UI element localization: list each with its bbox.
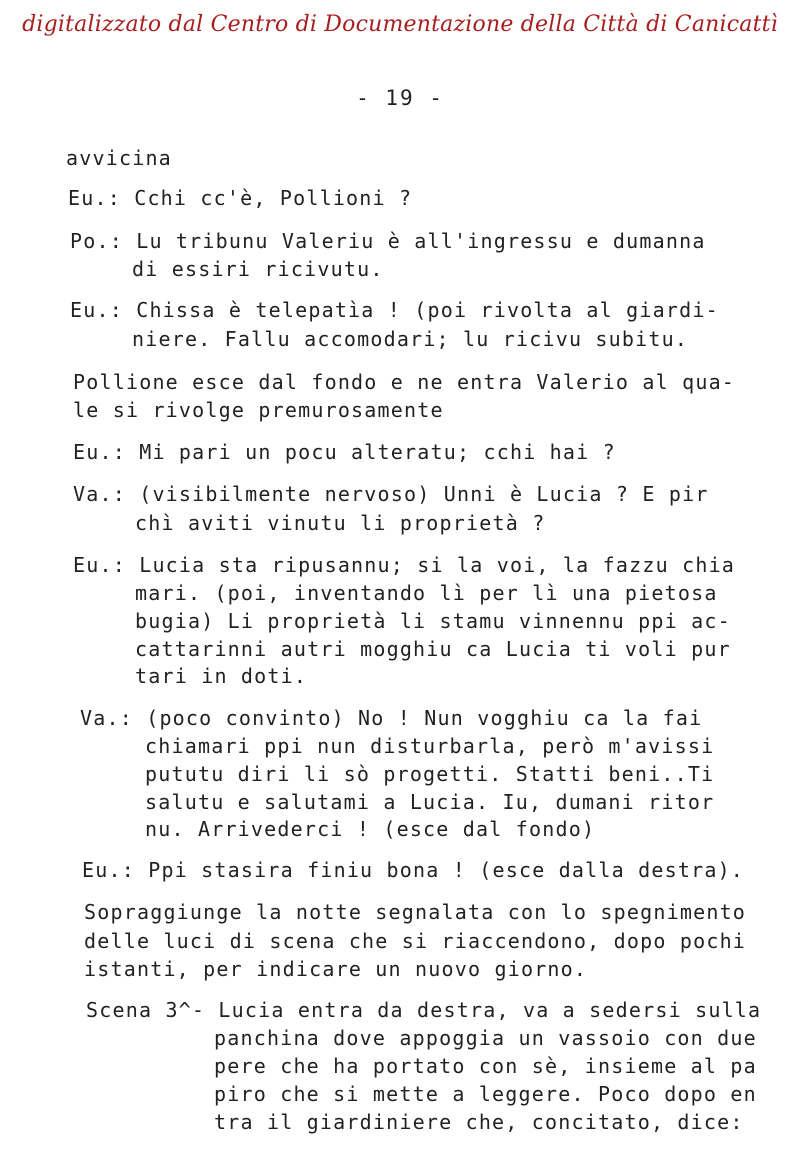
text-line: piro che si mette a leggere. Poco dopo en: [214, 1082, 757, 1106]
watermark: digitalizzato dal Centro di Documentazione della Città di Canicattì: [22, 12, 778, 37]
text-line: pututu diri li sò progetti. Statti beni..Ti: [145, 762, 715, 786]
text-line: cattarinni autri mogghiu ca Lucia ti voli pur: [135, 637, 731, 661]
text-line: istanti, per indicare un nuovo giorno.: [84, 957, 588, 981]
text-line: Eu.: Ppi stasira finiu bona ! (esce dalla destra).: [82, 858, 745, 882]
text-line: Va.: (poco convinto) No ! Nun vogghiu ca la fai: [80, 706, 703, 730]
text-line: panchina dove appoggia un vassoio con due: [214, 1026, 757, 1050]
page-number: - 19 -: [356, 86, 444, 110]
text-line: Va.: (visibilmente nervoso) Unni è Lucia ? E pir: [73, 482, 709, 506]
text-line: avvicina: [66, 146, 172, 170]
text-line: delle luci di scena che si riaccendono, dopo pochi: [84, 929, 747, 953]
text-line: Eu.: Cchi cc'è, Pollioni ?: [68, 186, 413, 210]
text-line: nu. Arrivederci ! (esce dal fondo): [145, 817, 596, 841]
text-line: tari in doti.: [135, 664, 308, 688]
text-line: Eu.: Lucia sta ripusannu; si la voi, la fazzu chia: [73, 553, 736, 577]
text-line: bugia) Li proprietà li stamu vinnennu ppi ac-: [135, 609, 731, 633]
text-line: niere. Fallu accomodari; lu ricivu subitu.: [132, 327, 689, 351]
text-line: di essiri ricivutu.: [132, 257, 384, 281]
text-line: mari. (poi, inventando lì per lì una pietosa: [135, 581, 718, 605]
text-line: tra il giardiniere che, concitato, dice:: [214, 1110, 744, 1134]
text-line: Pollione esce dal fondo e ne entra Valerio al qua-: [73, 370, 736, 394]
text-line: Eu.: Mi pari un pocu alteratu; cchi hai ?: [73, 440, 616, 464]
text-line: Po.: Lu tribunu Valeriu è all'ingressu e dumanna: [70, 229, 706, 253]
text-line: le si rivolge premurosamente: [73, 398, 444, 422]
text-line: Scena 3^- Lucia entra da destra, va a sedersi sulla: [86, 998, 762, 1022]
text-line: Sopraggiunge la notte segnalata con lo spegnimento: [84, 900, 747, 924]
text-line: Eu.: Chissa è telepatìa ! (poi rivolta al giardi-: [70, 298, 719, 322]
text-line: pere che ha portato con sè, insieme al pa: [214, 1054, 757, 1078]
text-line: salutu e salutami a Lucia. Iu, dumani ritor: [145, 790, 715, 814]
text-line: chì aviti vinutu li proprietà ?: [135, 511, 546, 535]
text-line: chiamari ppi nun disturbarla, però m'avissi: [145, 734, 715, 758]
